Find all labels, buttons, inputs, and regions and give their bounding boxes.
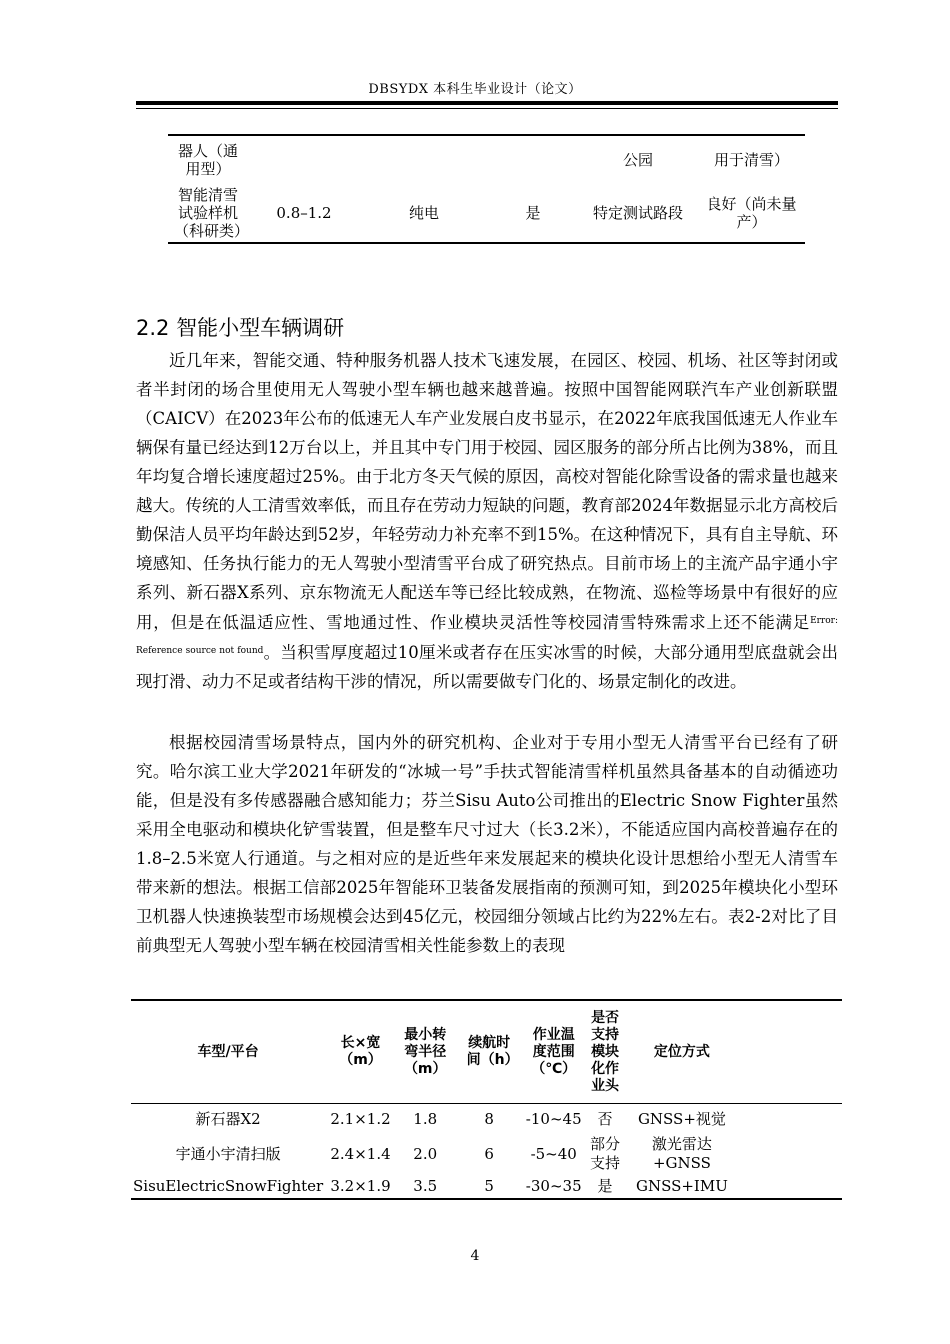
table-header-cell: 作业温度范围（℃）: [524, 1000, 584, 1104]
page-number: 4: [470, 1248, 480, 1264]
table-cell: -30~35: [524, 1174, 584, 1199]
table-row: [168, 184, 805, 243]
table-cell: 3.2×1.9: [325, 1174, 396, 1199]
table-header-cell: 续航时间（h）: [455, 1000, 524, 1104]
table-cell: GNSS+视觉: [637, 1109, 726, 1128]
table-cell: 2.1×1.2: [330, 1109, 391, 1128]
body-paragraph: 根据校园清雪场景特点，国内外的研究机构、企业对于专用小型无人清雪平台已经有了研究。哈尔滨工业大学2021年研发的“冰城一号”手扶式智能清雪样机虽然具备基本的自动循迹功能，但是没有多传感器融合感知能力；芬兰Sisu Auto公司推出的Electric Snow Fighter虽然采用全电驱动和模块化铲雪装置，但是整车尺寸过大（长3.2米），不能适应国内高校普遍存在的1.8–2.5米宽人行通道。与之相对应的是近些年来发展起来的模块化设计思想给小型无人清雪车带来新的想法。根据工信部2025年智能环卫装备发展指南的预测可知，到2025年模块化小型环卫机器人快速换装型市场规模会达到45亿元，校园细分领域占比约为22%左右。表2-2对比了目前典型无人驾驶小型车辆在校园清雪相关性能参数上的表现: [136, 733, 838, 955]
table-cell: 1.8: [413, 1109, 438, 1128]
table-cell: 是: [488, 184, 578, 243]
table-cell: 宇通小宇清扫版: [175, 1144, 281, 1163]
table-cell: 8: [484, 1109, 494, 1128]
table-cell: 激光雷达+GNSS: [651, 1135, 712, 1172]
table-header-cell: 长×宽（m）: [325, 1000, 396, 1104]
table-row: [131, 1134, 842, 1174]
table-cell: [737, 1174, 842, 1199]
table-cell: -5~40: [530, 1144, 577, 1163]
table-cell: -10~45: [525, 1109, 582, 1128]
table-cell: 用于清雪）: [698, 135, 805, 184]
table-cell: [488, 135, 578, 184]
table-cell: 良好（尚未量产）: [698, 184, 805, 243]
table-cell: 器人（通用型）: [168, 135, 248, 184]
table-cell: 部分支持: [590, 1135, 621, 1172]
table-header-cell: 是否支持模块化作业头: [584, 1000, 627, 1104]
table-header-cell: 最小转弯半径（m）: [396, 1000, 455, 1104]
body-paragraph: [136, 346, 838, 696]
table-cell: [737, 1134, 842, 1174]
table-cell: 特定测试路段: [578, 184, 698, 243]
section-heading: 2.2 智能小型车辆调研: [136, 316, 345, 340]
table-cell: SisuElectricSnowFighter: [131, 1174, 325, 1199]
header-rule-thin: [136, 108, 838, 109]
table-header-cell: 车型/平台: [131, 1000, 325, 1104]
table-header-cell: [737, 1000, 842, 1104]
paragraph-text: 。当积雪厚度超过10厘米或者存在压实冰雪的时候，大部分通用型底盘就会出现打滑、动力不足或者结构干涉的情况，所以需要做专门化的、场景定制化的改进。: [136, 643, 839, 691]
table-cell: [737, 1104, 842, 1135]
table-cell: 5: [455, 1174, 524, 1199]
table-header-row: [131, 1000, 842, 1104]
table-cell: 2.4×1.4: [330, 1144, 391, 1163]
table-cell: 0.8–1.2: [248, 184, 360, 243]
table-row: [131, 1174, 842, 1199]
comparison-table: [131, 999, 842, 1200]
table-row: [168, 135, 805, 184]
table-cell: GNSS+IMU: [626, 1174, 737, 1199]
table-cell: [360, 135, 488, 184]
reference-error: Error: Reference source not found: [136, 616, 838, 656]
table-cell: 3.5: [396, 1174, 455, 1199]
table-row: [131, 1104, 842, 1135]
table-cell: 是: [584, 1174, 627, 1199]
table-cell: 公园: [578, 135, 698, 184]
table-cell: 新石器X2: [195, 1109, 261, 1128]
table-cell: 2.0: [413, 1144, 438, 1163]
table-cell: 智能清雪试验样机（科研类）: [168, 184, 248, 243]
table-cell: [248, 135, 360, 184]
table-continuation: [168, 134, 805, 244]
table-cell: 否: [597, 1109, 613, 1128]
running-header: DBSYDX 本科生毕业设计（论文）: [368, 82, 582, 97]
header-rule-thick: [136, 101, 838, 105]
table-cell: 6: [484, 1144, 494, 1163]
paragraph-text: 近几年来，智能交通、特种服务机器人技术飞速发展，在园区、校园、机场、社区等封闭或者半封闭的场合里使用无人驾驶小型车辆也越来越普遍。按照中国智能网联汽车产业创新联盟（CAICV）在2023年公布的低速无人车产业发展白皮书显示，在2022年底我国低速无人作业车辆保有量已经达到12万台以上，并且其中专门用于校园、园区服务的部分所占比例为38%，而且年均复合增长速度超过25%。由于北方冬天气候的原因，高校对智能化除雪设备的需求量也越来越大。传统的人工清雪效率低，而且存在劳动力短缺的问题，教育部2024年数据显示北方高校后勤保洁人员平均年龄达到52岁，年轻劳动力补充率不到15%。在这种情况下，具有自主导航、环境感知、任务执行能力的无人驾驶小型清雪平台成了研究热点。目前市场上的主流产品宇通小宇系列、新石器X系列、京东物流无人配送车等已经比较成熟，在物流、巡检等场景中有很好的应用，但是在低温适应性、雪地通过性、作业模块灵活性等校园清雪特殊需求上还不能满足: [136, 351, 838, 632]
table-header-cell: 定位方式: [626, 1000, 737, 1104]
table-cell: 纯电: [360, 184, 488, 243]
